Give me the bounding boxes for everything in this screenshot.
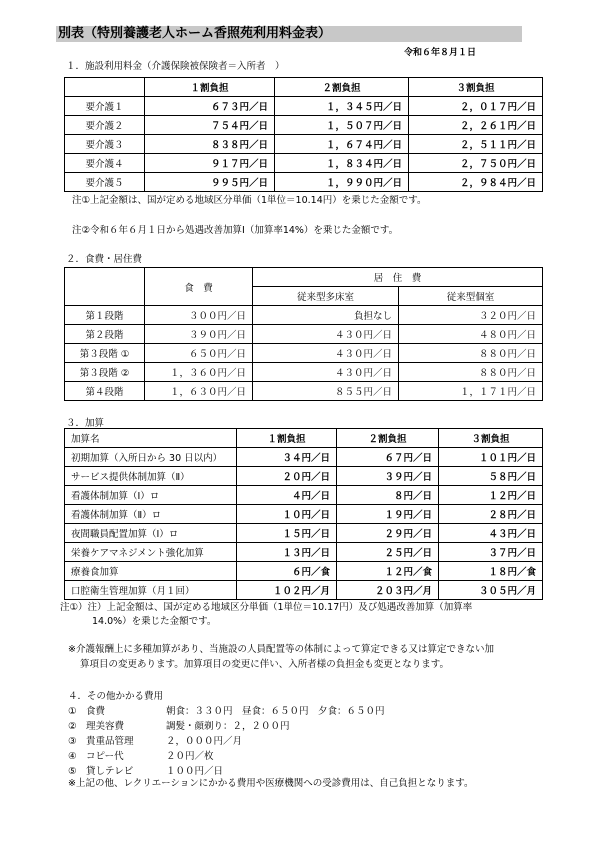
addition-name: 看護体制加算（Ⅱ）ロ [65, 505, 237, 524]
fee-cell: １，５０７円／日 [275, 116, 409, 135]
table-row [65, 486, 543, 505]
fee-cell: ８８０円／日 [399, 344, 543, 363]
fee-cell: ３９０円／日 [145, 325, 253, 344]
fee-cell: ４３０円／日 [253, 363, 399, 382]
addition-name: 夜間職員配置加算（Ⅰ）ロ [65, 524, 237, 543]
fee-cell: ３９円／日 [337, 467, 439, 486]
item-value: ２０円／枚 [166, 751, 214, 762]
fee-cell: ４３円／日 [439, 524, 543, 543]
fee-cell: 負担なし [253, 306, 399, 325]
section1-note1: 注①上記金額は、国が定める地域区分単価（1単位＝10.14円）を乗じた金額です。 [72, 195, 427, 206]
fee-cell: ２，２６１円／日 [409, 116, 543, 135]
fee-cell: ４３０円／日 [253, 325, 399, 344]
fee-cell: ６５０円／日 [145, 344, 253, 363]
fee-cell: ７５４円／日 [145, 116, 275, 135]
fee-cell: ２８円／日 [439, 505, 543, 524]
section1-heading: １．施設利用料金（介護保険被保険者＝入所者 ） [66, 61, 285, 72]
fee-cell: １，６７４円／日 [275, 135, 409, 154]
item-value: ２，０００円／月 [166, 736, 243, 747]
fee-cell: １０円／日 [237, 505, 337, 524]
list-item [68, 703, 385, 717]
additions-table [64, 428, 543, 600]
header-cell: ２割負担 [337, 429, 439, 448]
food-living-table [64, 267, 543, 401]
fee-cell: １２円／日 [439, 486, 543, 505]
item-label: 理美容費 [86, 721, 125, 732]
fee-cell: ３７円／日 [439, 543, 543, 562]
section3-note-line2: 14.0%）を乗じた金額です。 [92, 616, 217, 627]
income-stage: 第２段階 [65, 325, 145, 344]
header-cell: １割負担 [145, 78, 275, 97]
income-stage: 第４段階 [65, 382, 145, 401]
fee-cell: ８円／日 [337, 486, 439, 505]
header-cell: 居 住 費 [253, 268, 543, 287]
fee-cell: ２，９８４円／日 [409, 173, 543, 192]
fee-cell: ２，５１１円／日 [409, 135, 543, 154]
fee-cell: １２円／食 [337, 562, 439, 581]
fee-cell: ８３８円／日 [145, 135, 275, 154]
fee-cell: １３円／日 [237, 543, 337, 562]
fee-cell: ９１７円／日 [145, 154, 275, 173]
fee-cell: ３４円／日 [237, 448, 337, 467]
care-level: 要介護３ [65, 135, 145, 154]
header-cell: 従来型個室 [399, 287, 543, 306]
header-cell: １割負担 [237, 429, 337, 448]
addition-name: 初期加算（入所日から 30 日以内） [65, 448, 237, 467]
header-cell [65, 78, 145, 97]
fee-cell: ２５円／日 [337, 543, 439, 562]
table-row [65, 173, 543, 192]
fee-cell: ２，７５０円／日 [409, 154, 543, 173]
item-label: 食費 [86, 706, 106, 717]
care-level: 要介護５ [65, 173, 145, 192]
care-fee-table [64, 77, 543, 192]
item-number: ⑤ [68, 766, 77, 777]
section2-heading: ２．食費・居住費 [66, 254, 143, 265]
fee-cell: １，６３０円／日 [145, 382, 253, 401]
table-row [65, 325, 543, 344]
header-cell [65, 268, 145, 306]
fee-cell: ２９円／日 [337, 524, 439, 543]
list-item [68, 733, 242, 747]
list-item [68, 763, 223, 777]
document-title: 別表（特別養護老人ホーム香照苑利用料金表） [56, 26, 522, 42]
table-row [65, 97, 543, 116]
section3-remark-line2: 算項目の変更あります。加算項目の変更に伴い、入所者様の負担金も変更となります。 [80, 659, 449, 670]
fee-cell: ４円／日 [237, 486, 337, 505]
table-row [65, 135, 543, 154]
fee-cell: ３０５円／月 [439, 581, 543, 600]
table-row [65, 505, 543, 524]
fee-cell: ２０円／日 [237, 467, 337, 486]
fee-cell: ３２０円／日 [399, 306, 543, 325]
fee-cell: ８８０円／日 [399, 363, 543, 382]
header-cell: 従来型多床室 [253, 287, 399, 306]
addition-name: 栄養ケアマネジメント強化加算 [65, 543, 237, 562]
table-row [65, 306, 543, 325]
fee-cell: １，９９０円／日 [275, 173, 409, 192]
income-stage: 第３段階 ① [65, 344, 145, 363]
income-stage: 第１段階 [65, 306, 145, 325]
table-row [65, 382, 543, 401]
table-row [65, 448, 543, 467]
section3-remark-line1: ※介護報酬上に多種加算があり、当施設の人員配置等の体制によって算定できる又は算定できない加 [68, 644, 494, 655]
section3-note-line1: 注①）注）上記金額は、国が定める地域区分単価（1単位＝10.17円）及び処遇改善加算（加算率 [60, 602, 473, 613]
fee-cell: ６７円／日 [337, 448, 439, 467]
fee-cell: ６円／食 [237, 562, 337, 581]
item-number: ① [68, 706, 77, 717]
table-row [65, 344, 543, 363]
table-row [65, 562, 543, 581]
list-item [68, 718, 290, 732]
fee-cell: ５８円／日 [439, 467, 543, 486]
fee-cell: １，３６０円／日 [145, 363, 253, 382]
fee-cell: ９９５円／日 [145, 173, 275, 192]
section4-heading: ４．その他かかる費用 [68, 691, 164, 702]
fee-cell: １５円／日 [237, 524, 337, 543]
item-value: 朝食：３３０円 昼食：６５０円 夕食：６５０円 [166, 706, 385, 717]
fee-cell: ２０３円／月 [337, 581, 439, 600]
fee-cell: ４８０円／日 [399, 325, 543, 344]
list-item [68, 748, 214, 762]
fee-cell: １，３４５円／日 [275, 97, 409, 116]
item-number: ③ [68, 736, 77, 747]
addition-name: 療養食加算 [65, 562, 237, 581]
table-row [65, 543, 543, 562]
item-label: 貴重品管理 [86, 736, 134, 747]
table-row [65, 154, 543, 173]
addition-name: サービス提供体制加算（Ⅱ） [65, 467, 237, 486]
fee-cell: １０１円／日 [439, 448, 543, 467]
item-label: 貸しテレビ [86, 766, 134, 777]
item-value: １００円／日 [166, 766, 224, 777]
table-row [65, 524, 543, 543]
care-level: 要介護１ [65, 97, 145, 116]
table-header-row [65, 268, 543, 287]
table-header-row [65, 78, 543, 97]
addition-name: 看護体制加算（Ⅰ）ロ [65, 486, 237, 505]
fee-cell: １，１７１円／日 [399, 382, 543, 401]
fee-cell: １０２円／月 [237, 581, 337, 600]
table-row [65, 467, 543, 486]
fee-cell: ６７３円／日 [145, 97, 275, 116]
fee-cell: １９円／日 [337, 505, 439, 524]
section3-heading: ３．加算 [66, 418, 105, 429]
table-row [65, 363, 543, 382]
fee-cell: １，８３４円／日 [275, 154, 409, 173]
table-row [65, 581, 543, 600]
fee-cell: ２，０１７円／日 [409, 97, 543, 116]
income-stage: 第３段階 ② [65, 363, 145, 382]
header-cell: ３割負担 [409, 78, 543, 97]
section4-footer-note: ※上記の他、レクリエーションにかかる費用や医療機関への受診費用は、自己負担となります。 [68, 778, 474, 789]
header-cell: 食 費 [145, 268, 253, 306]
fee-cell: ４３０円／日 [253, 344, 399, 363]
table-row [65, 116, 543, 135]
section1-note2: 注②令和６年６月１日から処遇改善加算Ⅰ（加算率14%）を乗じた金額です。 [72, 225, 399, 236]
effective-date: 令和６年８月１日 [404, 48, 477, 58]
header-cell: ２割負担 [275, 78, 409, 97]
fee-cell: １８円／食 [439, 562, 543, 581]
item-value: 調髪・顔剃り：２，２００円 [166, 721, 290, 732]
table-header-row [65, 429, 543, 448]
header-cell: ３割負担 [439, 429, 543, 448]
care-level: 要介護２ [65, 116, 145, 135]
care-level: 要介護４ [65, 154, 145, 173]
item-label: コピー代 [86, 751, 124, 762]
fee-cell: ３００円／日 [145, 306, 253, 325]
addition-name: 口腔衛生管理加算（月１回） [65, 581, 237, 600]
header-cell: 加算名 [65, 429, 237, 448]
item-number: ② [68, 721, 77, 732]
fee-cell: ８５５円／日 [253, 382, 399, 401]
item-number: ④ [68, 751, 77, 762]
